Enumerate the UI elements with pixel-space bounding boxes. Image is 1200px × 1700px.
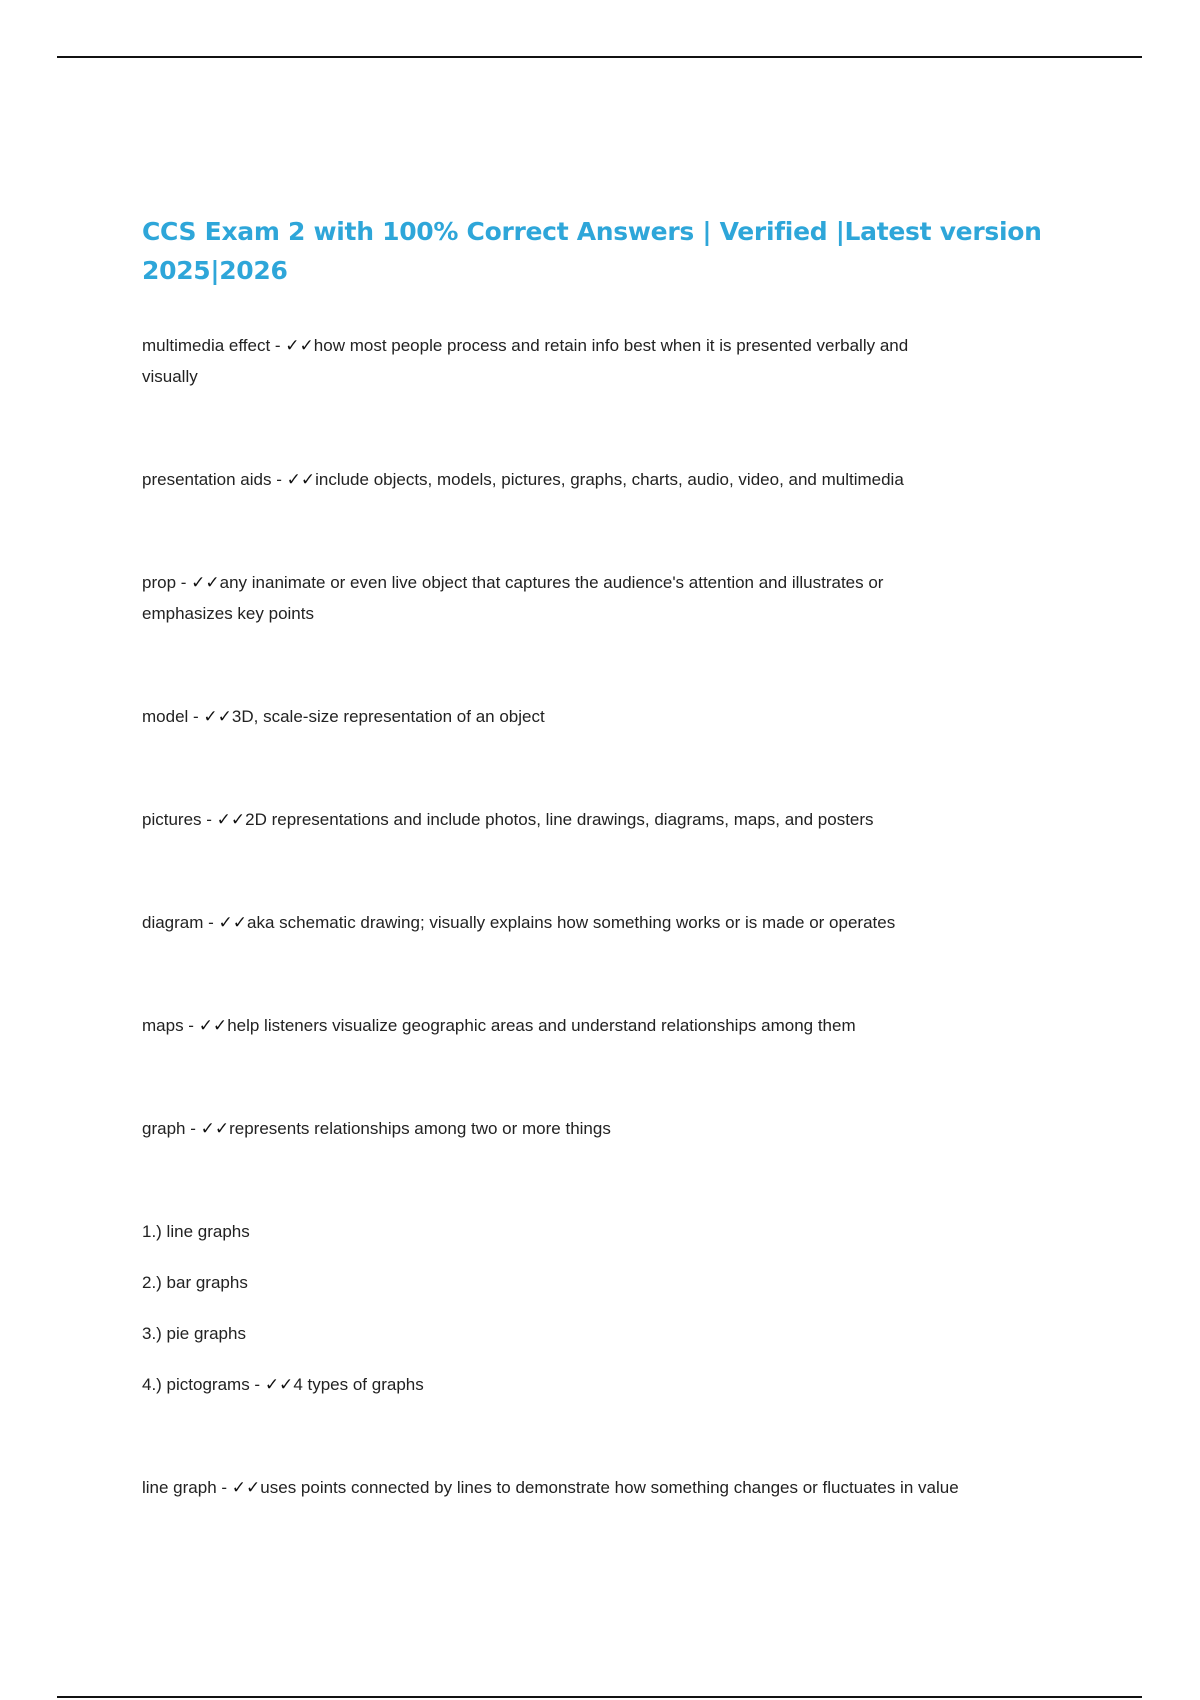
entry-model [142,701,1062,732]
entry-pictures [142,804,1062,835]
entry-line-graph [142,1472,1062,1503]
double-check-icon: ✓✓ [286,470,316,489]
entry-term: multimedia effect - [142,336,286,355]
entry-term: maps - [142,1016,199,1035]
double-check-icon: ✓✓ [198,1016,228,1035]
entry-maps [142,1010,1062,1041]
entry-definition: 4 types of graphs [293,1375,424,1394]
entry-definition: aka schematic drawing; visually explains how something works or is made or operates [247,913,896,932]
entry-term: diagram - [142,913,219,932]
entry-definition: 2D representations and include photos, line drawings, diagrams, maps, and posters [245,810,874,829]
entry-term: model - [142,707,204,726]
double-check-icon: ✓✓ [216,810,246,829]
entry-presentation-aids [142,464,1062,495]
list-item-line-graphs: 1.) line graphs [142,1222,250,1241]
entry-definition: help listeners visualize geographic areas and understand relationships among them [227,1016,856,1035]
entries-list [142,330,1062,1503]
entry-term: prop - [142,573,192,592]
entry-term: presentation aids - [142,470,287,489]
entry-prop [142,567,962,629]
entry-definition: include objects, models, pictures, graphs, charts, audio, video, and multimedia [315,470,904,489]
double-check-icon: ✓✓ [191,573,220,592]
double-check-icon: ✓✓ [231,1478,261,1497]
entry-graph [142,1113,1062,1144]
entry-term: line graph - [142,1478,232,1497]
list-item-pie-graphs: 3.) pie graphs [142,1324,246,1343]
entry-definition: how most people process and retain info best when it is presented verbally and visually [142,336,909,386]
document-title: CCS Exam 2 with 100% Correct Answers | Verified |Latest version 2025|2026 [142,217,1042,285]
entry-multimedia-effect [142,330,962,392]
entry-term: 4.) pictograms - [142,1375,265,1394]
entry-definition: any inanimate or even live object that captures the audience's attention and illustrates or emphasizes key points [142,573,884,623]
double-check-icon: ✓✓ [285,336,314,355]
entry-definition: 3D, scale-size representation of an object [231,707,545,726]
double-check-icon: ✓✓ [203,707,232,726]
document-body [142,212,1062,1503]
entry-diagram [142,907,1062,938]
list-item-pictograms [142,1369,1062,1400]
double-check-icon: ✓✓ [264,1375,294,1394]
double-check-icon: ✓✓ [200,1119,230,1138]
bottom-rule [57,1696,1142,1698]
list-item-bar-graphs: 2.) bar graphs [142,1273,248,1292]
entry-term: graph - [142,1119,201,1138]
double-check-icon: ✓✓ [218,913,248,932]
entry-definition: uses points connected by lines to demonstrate how something changes or fluctuates in value [260,1478,959,1497]
entry-term: pictures - [142,810,217,829]
entry-definition: represents relationships among two or more things [229,1119,611,1138]
top-rule [57,56,1142,58]
